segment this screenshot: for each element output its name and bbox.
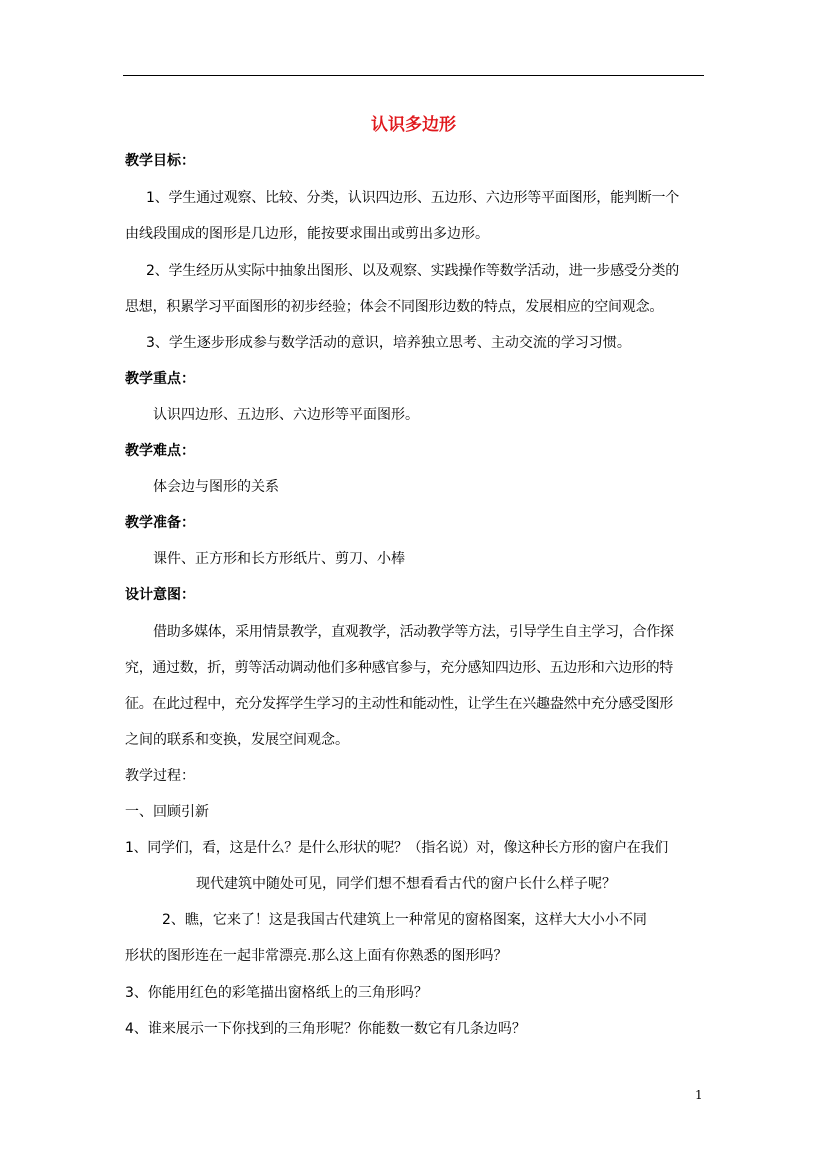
- heading-design-intent: 设计意图：: [125, 587, 195, 603]
- page-number: 1: [695, 1088, 703, 1102]
- paragraph-line: 由线段围成的图形是几边形，能按要求围出或剪出多边形。: [125, 226, 489, 242]
- paragraph-line: 1、同学们，看，这是什么？是什么形状的呢？（指名说）对，像这种长方形的窗户在我们: [125, 840, 668, 856]
- heading-objectives: 教学目标：: [125, 153, 195, 169]
- paragraph-line: 征。在此过程中，充分发挥学生学习的主动性和能动性，让学生在兴趣盎然中充分感受图形: [125, 696, 673, 712]
- paragraph-line: 现代建筑中随处可见，同学们想不想看看古代的窗户长什么样子呢？: [196, 876, 616, 892]
- paragraph-line: 借助多媒体，采用情景教学，直观教学，活动教学等方法，引导学生自主学习，合作探: [153, 624, 674, 640]
- paragraph-line: 之间的联系和变换，发展空间观念。: [125, 732, 349, 748]
- heading-difficulties: 教学难点：: [125, 443, 195, 459]
- header-rule: [123, 75, 704, 76]
- paragraph-line: 3、你能用红色的彩笔描出窗格纸上的三角形吗？: [125, 985, 428, 1001]
- paragraph-line: 1、学生通过观察、比较、分类，认识四边形、五边形、六边形等平面图形，能判断一个: [146, 190, 680, 206]
- paragraph-line: 2、瞧，它来了！这是我国古代建筑上一种常见的窗格图案，这样大大小小不同: [162, 912, 647, 928]
- heading-teaching-process: 教学过程：: [125, 768, 195, 784]
- paragraph-line: 思想，积累学习平面图形的初步经验；体会不同图形边数的特点，发展相应的空间观念。: [125, 299, 664, 315]
- paragraph-line: 体会边与图形的关系: [153, 479, 279, 495]
- section-heading: 一、回顾引新: [125, 804, 209, 820]
- paragraph-line: 4、谁来展示一下你找到的三角形呢？你能数一数它有几条边吗？: [125, 1021, 526, 1037]
- paragraph-line: 2、学生经历从实际中抽象出图形、以及观察、实践操作等数学活动，进一步感受分类的: [146, 263, 680, 279]
- paragraph-line: 认识四边形、五边形、六边形等平面图形。: [153, 407, 419, 423]
- paragraph-line: 3、学生逐步形成参与数学活动的意识，培养独立思考、主动交流的学习习惯。: [146, 335, 631, 351]
- document-title: 认识多边形: [371, 115, 456, 135]
- paragraph-line: 形状的图形连在一起非常漂亮.那么这上面有你熟悉的图形吗？: [125, 948, 508, 964]
- heading-preparation: 教学准备：: [125, 515, 195, 531]
- paragraph-line: 课件、正方形和长方形纸片、剪刀、小棒: [153, 551, 405, 567]
- heading-key-points: 教学重点：: [125, 371, 195, 387]
- paragraph-line: 究，通过数，折，剪等活动调动他们多种感官参与，充分感知四边形、五边形和六边形的特: [125, 660, 673, 676]
